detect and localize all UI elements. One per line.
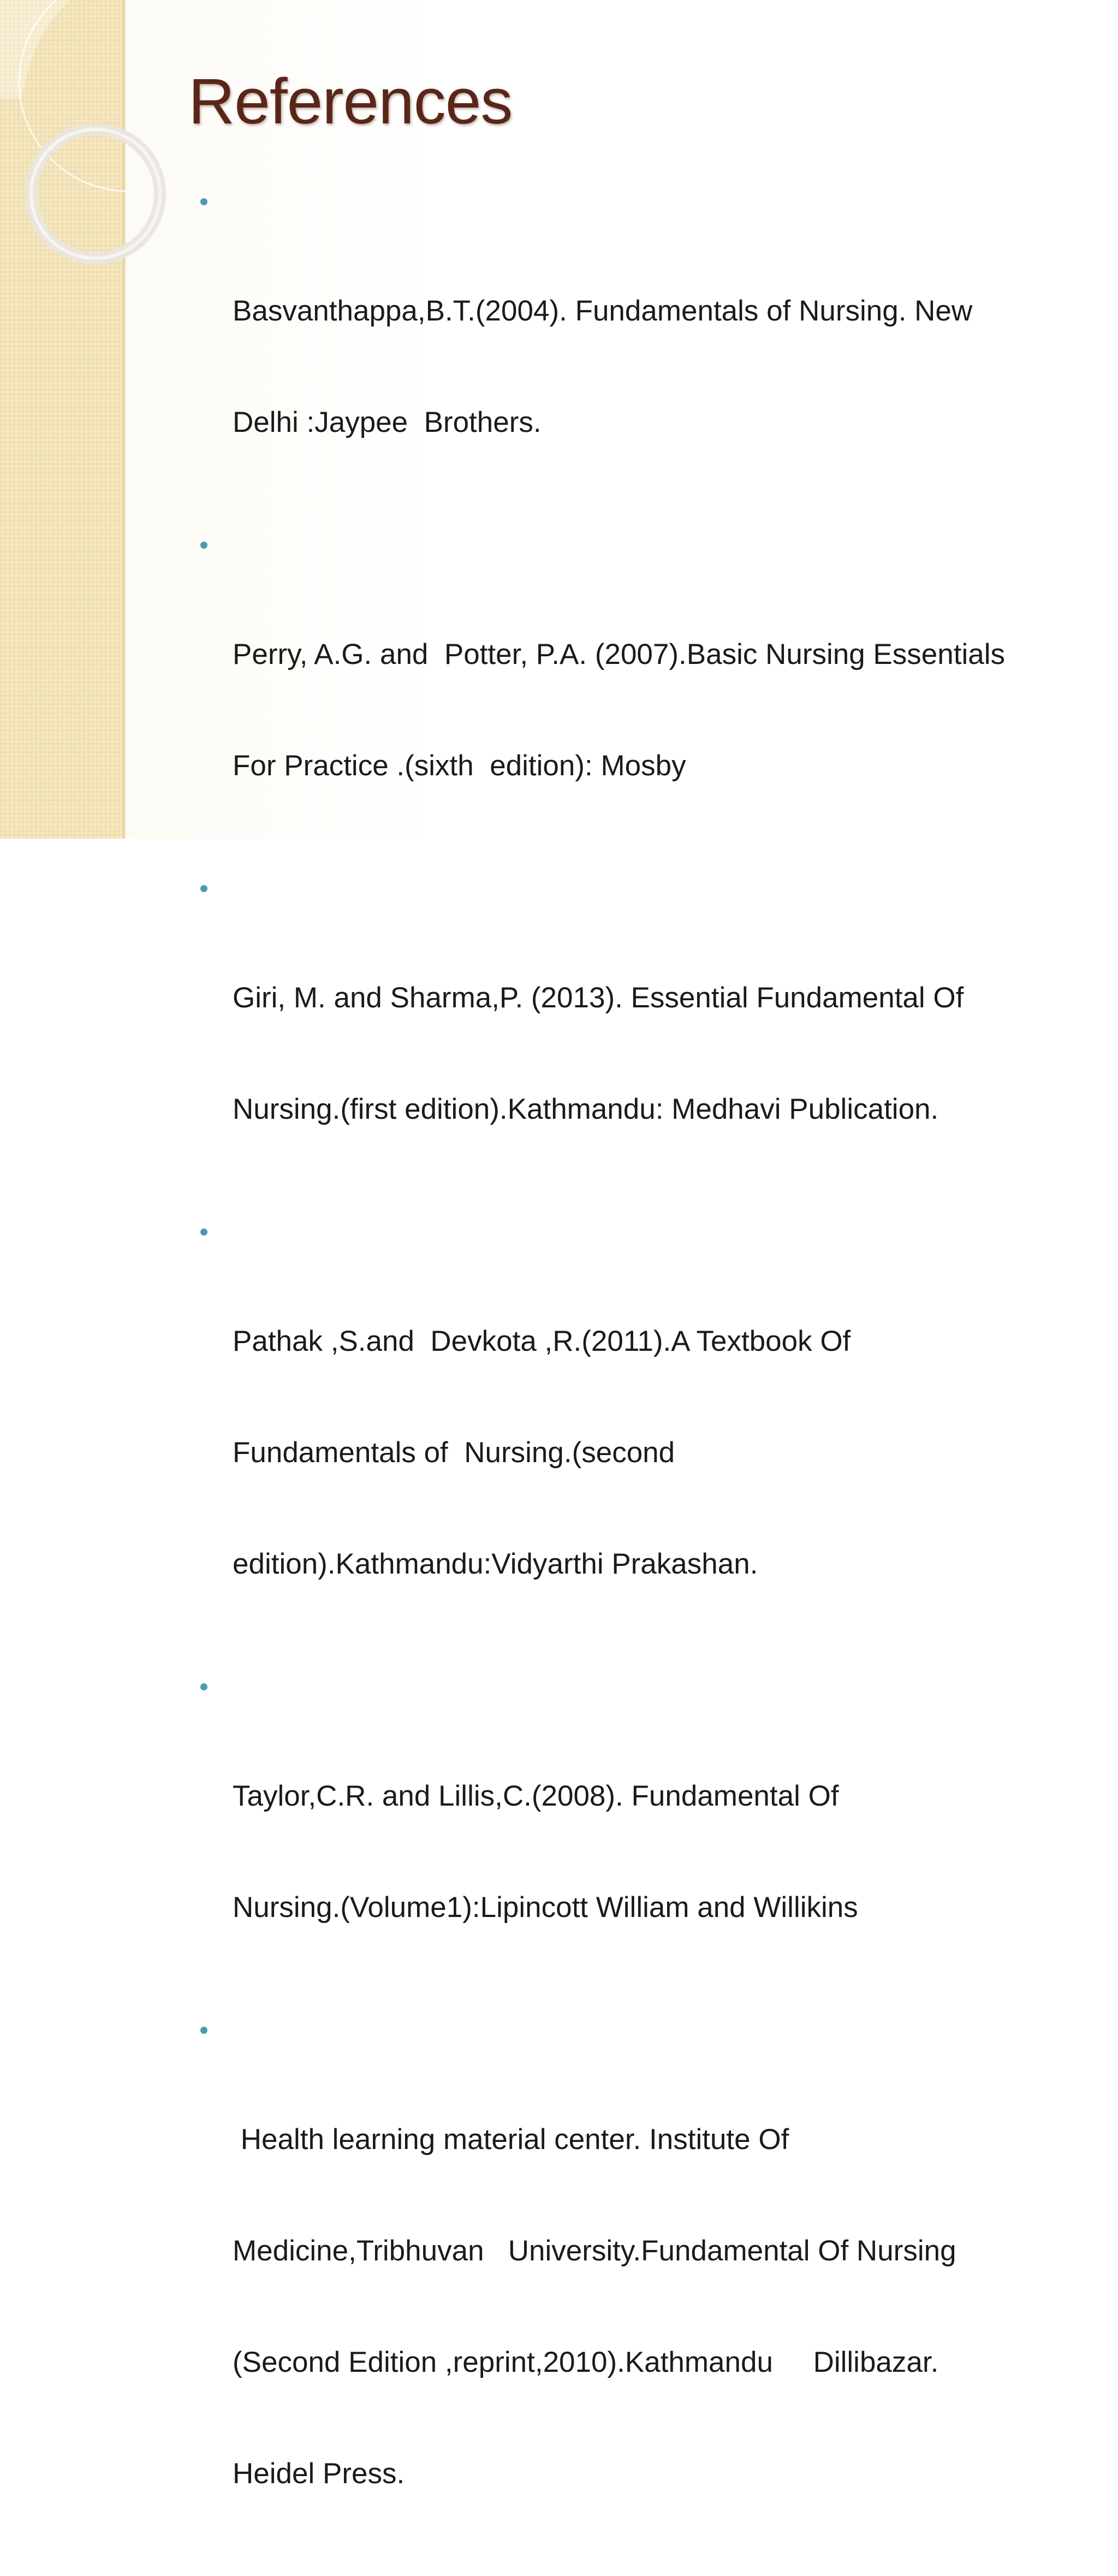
reference-line: For Practice .(sixth edition): Mosby xyxy=(233,750,686,782)
bullet-dot-icon xyxy=(200,2027,207,2034)
reference-line: Health learning material center. Institute Of xyxy=(233,2123,789,2156)
bullet-dot-icon xyxy=(200,885,207,892)
corner-highlight xyxy=(0,0,71,98)
reference-line: Perry, A.G. and Potter, P.A. (2007).Basic Nursing Essentials xyxy=(233,638,1005,670)
reference-line: Basvanthappa,B.T.(2004). Fundamentals of Nursing. New xyxy=(233,295,973,327)
reference-line: Pathak ,S.and Devkota ,R.(2011).A Textbook Of xyxy=(233,1325,851,1357)
page-title: References xyxy=(188,66,513,138)
list-item xyxy=(197,2010,1097,2567)
reference-line: Giri, M. and Sharma,P. (2013). Essential Fundamental Of xyxy=(233,982,964,1014)
reference-list xyxy=(197,181,1097,2576)
reference-line: Medicine,Tribhuvan University.Fundamental Of Nursing xyxy=(233,2235,956,2267)
reference-line: Nursing.(first edition).Kathmandu: Medhavi Publication. xyxy=(233,1093,939,1125)
decorative-rings xyxy=(0,0,142,284)
list-item xyxy=(197,1666,1097,2001)
reference-line: Nursing.(Volume1):Lipincott William and Willikins xyxy=(233,1891,858,1924)
reference-line: Heidel Press. xyxy=(233,2458,405,2490)
bullet-dot-icon xyxy=(200,542,207,549)
list-item xyxy=(197,525,1097,859)
list-item xyxy=(197,1212,1097,1657)
bullet-dot-icon xyxy=(200,1228,207,1236)
bullet-dot-icon xyxy=(200,1683,207,1690)
reference-line: Fundamentals of Nursing.(second xyxy=(233,1437,675,1469)
reference-line: edition).Kathmandu:Vidyarthi Prakashan. xyxy=(233,1548,758,1580)
reference-line: Delhi :Jaypee Brothers. xyxy=(233,406,542,438)
reference-line: Taylor,C.R. and Lillis,C.(2008). Fundamental Of xyxy=(233,1780,839,1812)
reference-line: (Second Edition ,reprint,2010).Kathmandu Dillibazar. xyxy=(233,2346,939,2378)
ring-thick-highlight xyxy=(31,129,160,258)
bullet-dot-icon xyxy=(200,198,207,205)
list-item xyxy=(197,868,1097,1202)
list-item xyxy=(197,181,1097,515)
